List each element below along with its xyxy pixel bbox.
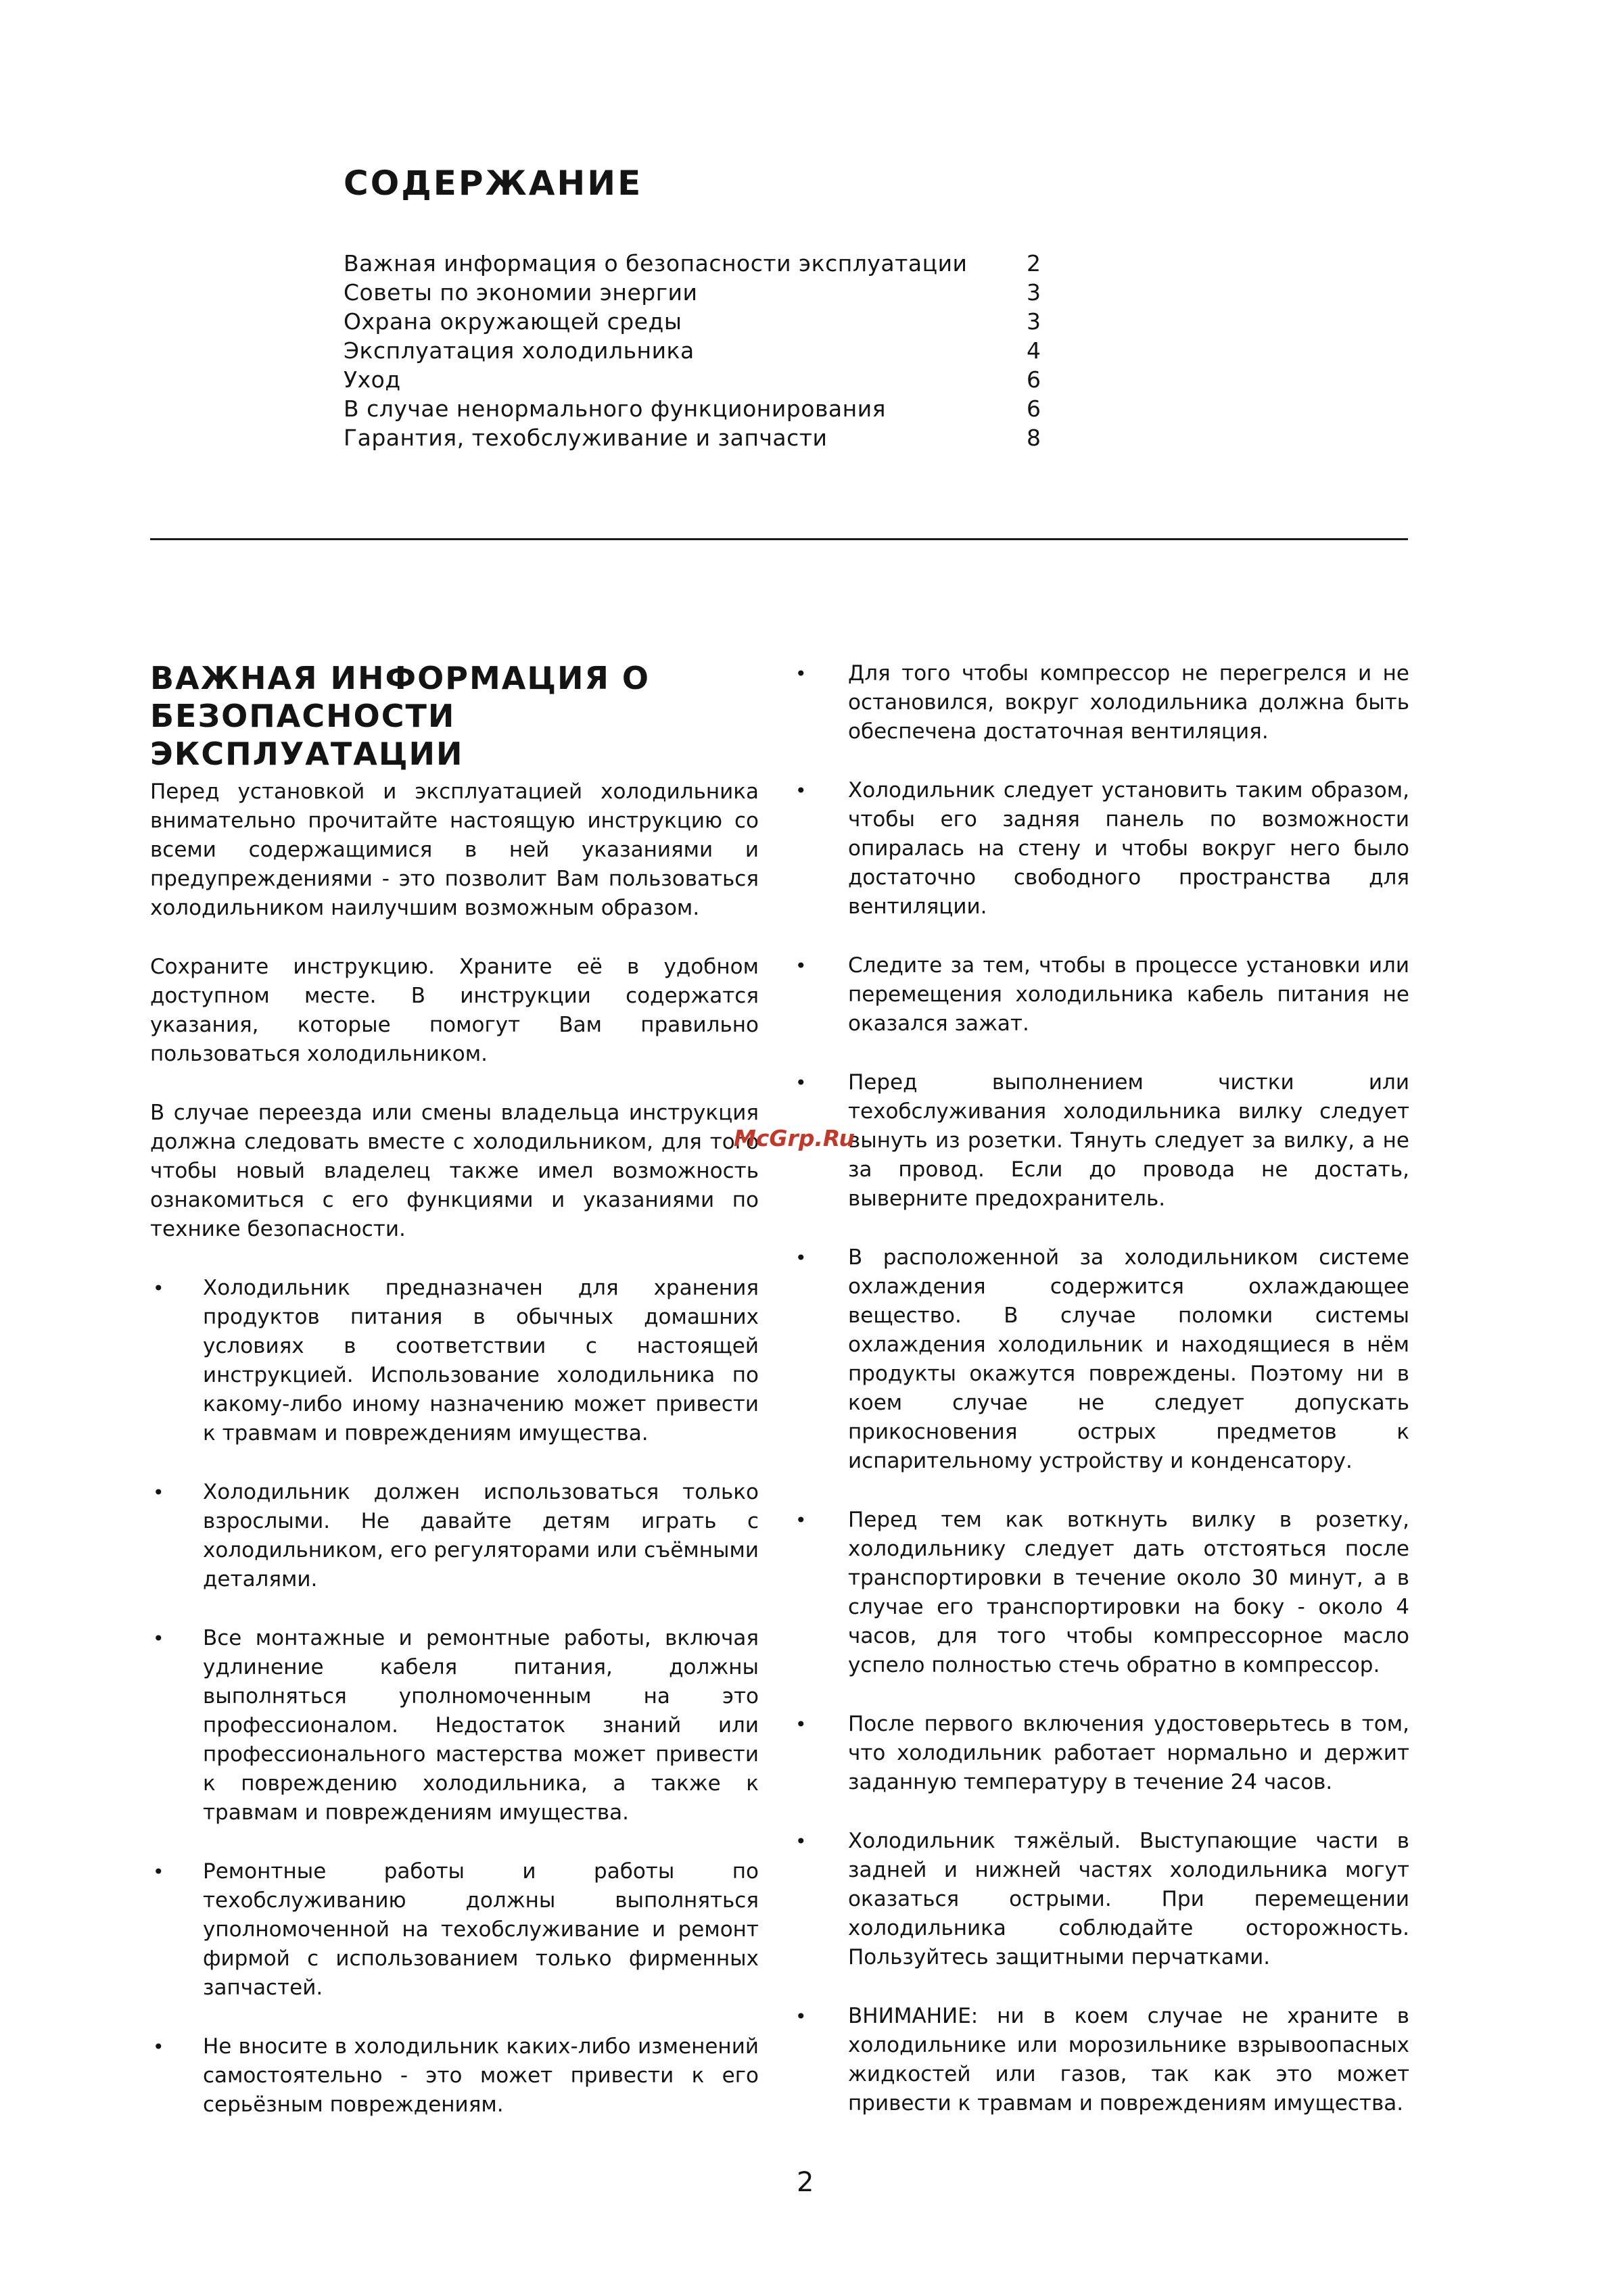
toc-entry-label: Гарантия, техобслуживание и запчасти bbox=[344, 425, 828, 451]
bullet-icon: • bbox=[795, 1509, 807, 1531]
bullet-item bbox=[793, 1827, 1409, 1972]
section-divider bbox=[150, 538, 1408, 540]
bullet-text: Не вносите в холодильник каких-либо изменений самостоятельно - это может привести к его серьёзным повреждениям. bbox=[203, 2034, 759, 2117]
bullet-text: Перед выполнением чистки или техобслуживания холодильника вилку следует вынуть из розетки. Тянуть следует за вилку, а не за провод. Если до провода не достать, выверните предохранитель. bbox=[848, 1070, 1409, 1211]
bullet-icon: • bbox=[795, 663, 807, 685]
bullet-icon: • bbox=[153, 1481, 164, 1504]
toc-entry-page: 4 bbox=[1027, 337, 1041, 364]
toc-entry-page: 2 bbox=[1027, 250, 1041, 277]
toc-entry[interactable] bbox=[344, 336, 1047, 365]
bullet-icon: • bbox=[153, 1277, 164, 1299]
toc-list bbox=[344, 249, 1047, 452]
toc-entry[interactable] bbox=[344, 394, 1047, 423]
bullet-text: Следите за тем, чтобы в процессе установки или перемещения холодильника кабель питания не оказался зажат. bbox=[848, 953, 1409, 1036]
bullet-item bbox=[150, 1478, 759, 1594]
right-column bbox=[793, 659, 1409, 2148]
bullet-text: ВНИМАНИЕ: ни в коем случае не храните в холодильнике или морозильнике взрывоопасных жидкостей или газов, так как это может привести к травмам и повреждениям имущества. bbox=[848, 2004, 1409, 2115]
toc-entry-page: 6 bbox=[1027, 396, 1041, 422]
toc-entry[interactable] bbox=[344, 249, 1047, 278]
bullet-text: Ремонтные работы и работы по техобслуживанию должны выполняться уполномоченной на техобслуживание и ремонт фирмой с использованием только фирменных запчастей. bbox=[203, 1859, 759, 2000]
toc-entry-label: Уход bbox=[344, 366, 401, 393]
bullet-item bbox=[793, 1243, 1409, 1476]
bullet-icon: • bbox=[795, 1713, 807, 1736]
intro-paragraph: Перед установкой и эксплуатацией холодильника внимательно прочитайте настоящую инструкцию со всеми содержащимися в ней указаниями и предупреждениями - это позволит Вам пользоваться холодильником наилучшим возможным образом. bbox=[150, 780, 759, 920]
intro-paragraph: Сохраните инструкцию. Храните её в удобном доступном месте. В инструкции содержатся указания, которые помогут Вам правильно пользоваться холодильником. bbox=[150, 955, 759, 1066]
bullet-item bbox=[793, 2002, 1409, 2118]
toc-entry[interactable] bbox=[344, 365, 1047, 394]
bullet-text: Холодильник тяжёлый. Выступающие части в задней и нижней частях холодильника могут оказаться острыми. При перемещении холодильника соблюдайте осторожность. Пользуйтесь защитными перчатками. bbox=[848, 1829, 1409, 1969]
bullet-icon: • bbox=[795, 1247, 807, 1269]
bullet-item bbox=[793, 1506, 1409, 1680]
bullet-icon: • bbox=[795, 1830, 807, 1852]
bullet-item bbox=[793, 951, 1409, 1038]
page-number: 2 bbox=[797, 2167, 814, 2198]
bullet-text: Для того чтобы компрессор не перегрелся и не остановился, вокруг холодильника должна быть обеспечена достаточная вентиляция. bbox=[848, 661, 1409, 744]
toc-entry-page: 3 bbox=[1027, 279, 1041, 306]
bullet-icon: • bbox=[795, 780, 807, 802]
toc-entry-label: Важная информация о безопасности эксплуатации bbox=[344, 250, 968, 277]
bullet-item bbox=[793, 776, 1409, 922]
toc-entry-page: 6 bbox=[1027, 366, 1041, 393]
bullet-text: В расположенной за холодильником системе охлаждения содержится охлаждающее вещество. В случае поломки системы охлаждения холодильник и находящиеся в нём продукты окажутся повреждены. Поэтому ни в коем случае не следует допускать прикосновения острых предметов к испарительному устройству и конденсатору. bbox=[848, 1245, 1409, 1473]
bullet-text: Холодильник следует установить таким образом, чтобы его задняя панель по возможности опиралась на стену и чтобы вокруг него было достаточно свободного пространства для вентиляции. bbox=[848, 778, 1409, 919]
bullet-icon: • bbox=[153, 1627, 164, 1650]
bullet-text: После первого включения удостоверьтесь в том, что холодильник работает нормально и держит заданную температуру в течение 24 часов. bbox=[848, 1712, 1409, 1794]
bullet-item bbox=[793, 1068, 1409, 1214]
toc-entry-label: Охрана окружающей среды bbox=[344, 308, 682, 335]
toc-entry[interactable] bbox=[344, 423, 1047, 452]
bullet-icon: • bbox=[153, 1861, 164, 1883]
bullet-icon: • bbox=[153, 2036, 164, 2058]
bullet-item bbox=[150, 1857, 759, 2003]
bullet-icon: • bbox=[795, 2005, 807, 2028]
bullet-text: Перед тем как воткнуть вилку в розетку, холодильнику следует дать отстояться после транспортировки в течение около 30 минут, а в случае его транспортировки на боку - около 4 часов, для того чтобы компрессорное масло успело полностью стечь обратно в компрессор. bbox=[848, 1508, 1409, 1677]
toc-entry[interactable] bbox=[344, 307, 1047, 336]
bullet-item bbox=[150, 1274, 759, 1448]
toc-entry-page: 8 bbox=[1027, 425, 1041, 451]
bullet-icon: • bbox=[795, 955, 807, 977]
bullet-icon: • bbox=[795, 1072, 807, 1094]
toc-entry-page: 3 bbox=[1027, 308, 1041, 335]
bullet-item bbox=[150, 1624, 759, 1827]
bullet-text: Холодильник должен использоваться только взрослыми. Не давайте детям играть с холодильником, его регуляторами или съёмными деталями. bbox=[203, 1480, 759, 1592]
bullet-item bbox=[793, 659, 1409, 746]
toc-entry-label: В случае ненормального функционирования bbox=[344, 396, 886, 422]
toc-title: СОДЕРЖАНИЕ bbox=[344, 164, 643, 203]
left-bullet-list bbox=[150, 1274, 759, 2120]
toc-entry-label: Эксплуатация холодильника bbox=[344, 337, 695, 364]
left-column bbox=[150, 778, 759, 2149]
bullet-item bbox=[150, 2032, 759, 2120]
toc-entry[interactable] bbox=[344, 278, 1047, 307]
bullet-text: Холодильник предназначен для хранения продуктов питания в обычных домашних условиях в соответствии с настоящей инструкцией. Использование холодильника по какому-либо иному назначению может привести к травмам и повреждениям имущества. bbox=[203, 1276, 759, 1445]
bullet-item bbox=[793, 1710, 1409, 1797]
right-bullet-list bbox=[793, 659, 1409, 2118]
watermark-link[interactable]: McGrp.Ru bbox=[734, 1125, 855, 1151]
intro-paragraph: В случае переезда или смены владельца инструкция должна следовать вместе с холодильником, для того чтобы новый владелец также имел возможность ознакомиться с его функциями и указаниями по технике безопасности. bbox=[150, 1101, 759, 1241]
toc-entry-label: Советы по экономии энергии bbox=[344, 279, 698, 306]
section-title: ВАЖНАЯ ИНФОРМАЦИЯ О БЕЗОПАСНОСТИ ЭКСПЛУАТАЦИИ bbox=[150, 660, 651, 772]
bullet-text: Все монтажные и ремонтные работы, включая удлинение кабеля питания, должны выполняться уполномоченным на это профессионалом. Недостаток знаний или профессионального мастерства может привести к повреждению холодильника, а также к травмам и повреждениям имущества. bbox=[203, 1626, 759, 1825]
